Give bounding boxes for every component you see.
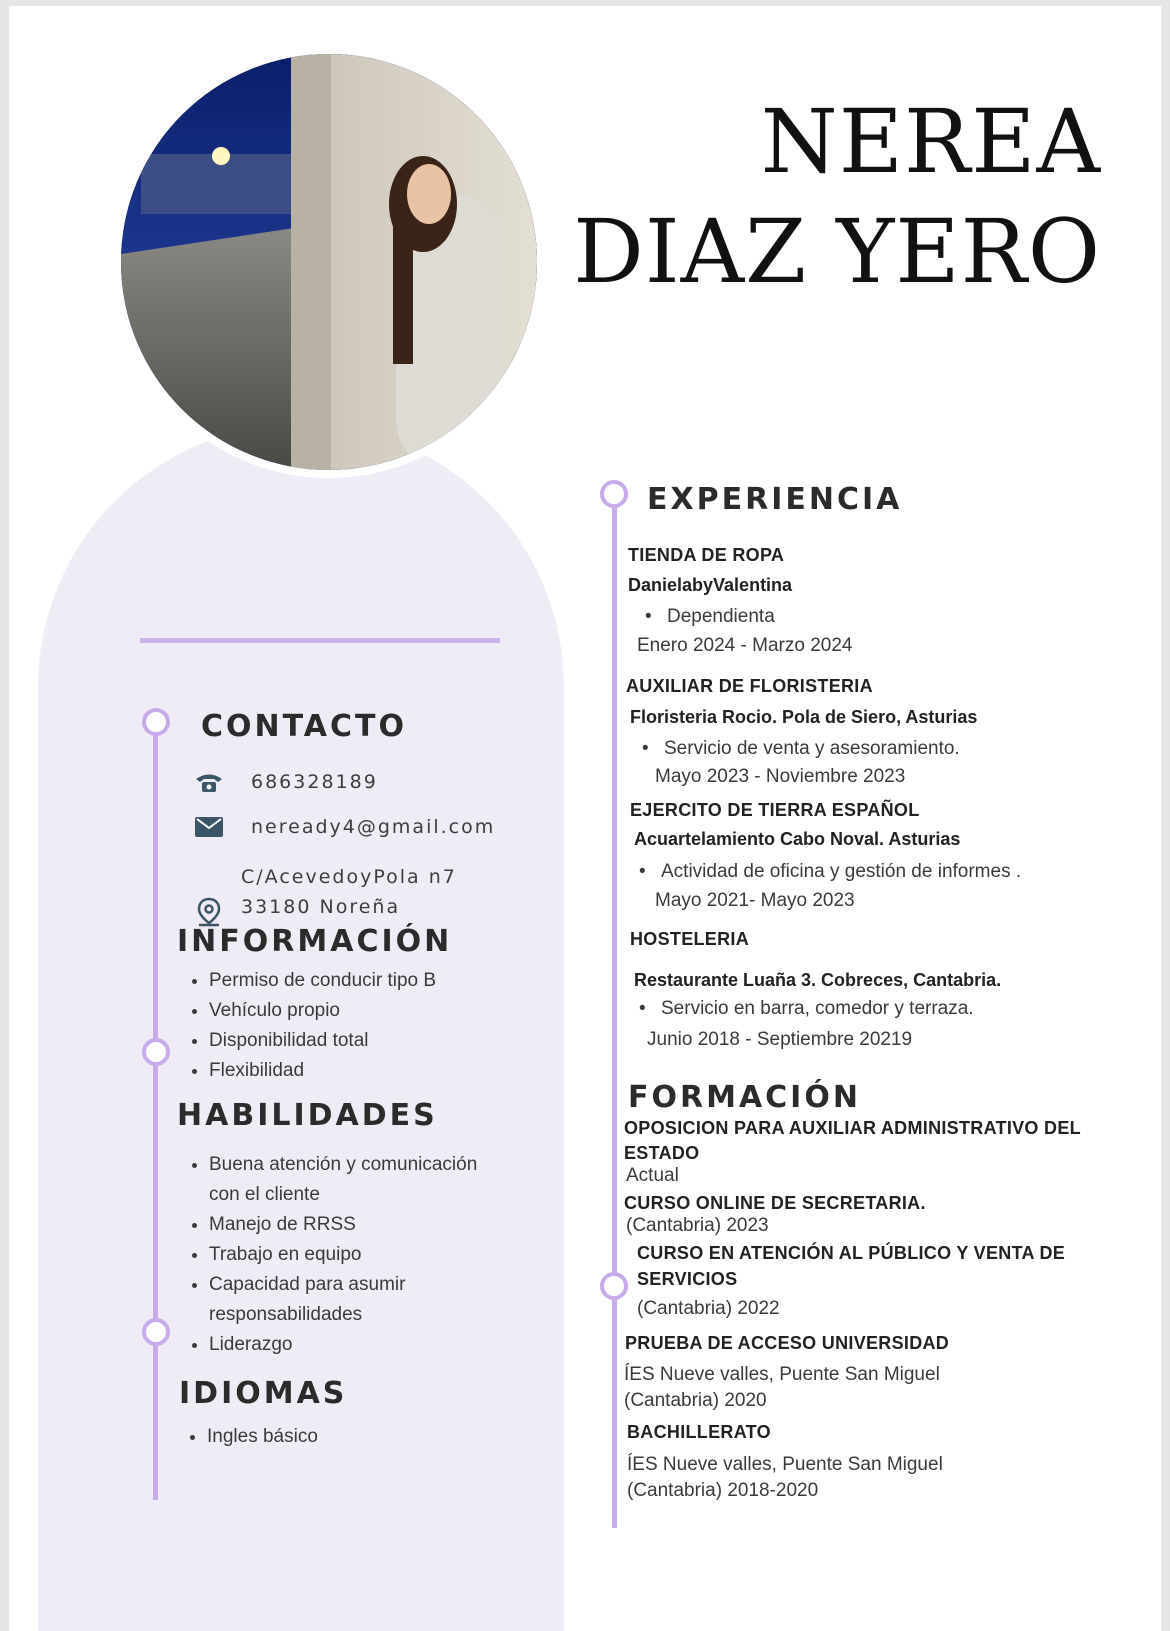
- experience-heading: EXPERIENCIA: [647, 482, 903, 517]
- course-detail: (Cantabria) 2020: [624, 1390, 767, 1411]
- list-item: • Flexibilidad: [209, 1056, 436, 1086]
- course-title: SERVICIOS: [637, 1269, 738, 1289]
- first-name: NEREA: [760, 90, 1101, 193]
- info-list: [187, 966, 436, 1086]
- languages-heading: IDIOMAS: [179, 1376, 348, 1411]
- list-item: • Trabajo en equipo: [209, 1240, 499, 1270]
- job-task: • Actividad de oficina y gestión de informes .: [639, 861, 1021, 883]
- profile-photo: [113, 46, 545, 478]
- job-company: DanielabyValentina: [628, 575, 793, 595]
- contact-heading: CONTACTO: [201, 709, 407, 744]
- list-item: • Vehículo propio: [209, 996, 436, 1026]
- education-heading: FORMACIÓN: [628, 1080, 861, 1115]
- course-detail: (Cantabria) 2022: [637, 1298, 780, 1319]
- list-item: • Buena atención y comunicación con el cliente: [209, 1150, 499, 1210]
- job-company: Acuartelamiento Cabo Noval. Asturias: [634, 829, 961, 849]
- job-task: • Servicio en barra, comedor y terraza.: [639, 998, 974, 1020]
- right-timeline-node: [600, 480, 628, 508]
- job-company: Floristeria Rocio. Pola de Siero, Asturias: [630, 707, 978, 727]
- job-task: • Dependienta: [645, 606, 775, 628]
- mail-icon: [193, 811, 225, 843]
- phone-icon: [193, 766, 225, 798]
- job-title: AUXILIAR DE FLORISTERIA: [626, 676, 873, 696]
- email-row: [193, 811, 495, 843]
- course-title: ESTADO: [624, 1143, 700, 1163]
- list-item: • Liderazgo: [209, 1330, 499, 1360]
- address-row: [193, 856, 457, 928]
- skills-list: [187, 1150, 499, 1360]
- course-title: BACHILLERATO: [627, 1422, 771, 1442]
- left-timeline-node: [142, 1318, 170, 1346]
- phone-number[interactable]: 686328189: [251, 771, 378, 793]
- course-detail: ÍES Nueve valles, Puente San Miguel: [627, 1454, 943, 1475]
- job-dates: Enero 2024 - Marzo 2024: [637, 635, 853, 656]
- list-item: • Permiso de conducir tipo B: [209, 966, 436, 996]
- right-timeline-line: [612, 494, 617, 1528]
- job-company: Restaurante Luaña 3. Cobreces, Cantabria.: [634, 970, 1002, 990]
- languages-list: [185, 1422, 318, 1452]
- full-name: [573, 90, 1101, 303]
- job-task: • Servicio de venta y asesoramiento.: [642, 738, 960, 760]
- email-address[interactable]: neready4@gmail.com: [251, 816, 496, 838]
- list-item: • Capacidad para asumir responsabilidades: [209, 1270, 499, 1330]
- last-name: DIAZ YERO: [573, 200, 1101, 303]
- left-timeline-line: [153, 720, 158, 1500]
- course-title: PRUEBA DE ACCESO UNIVERSIDAD: [625, 1333, 950, 1353]
- job-title: HOSTELERIA: [630, 929, 750, 949]
- course-detail: Actual: [626, 1165, 679, 1186]
- course-title: CURSO EN ATENCIÓN AL PÚBLICO Y VENTA DE: [637, 1243, 1066, 1263]
- resume-page: [9, 6, 1161, 1631]
- skills-heading: HABILIDADES: [177, 1098, 438, 1133]
- course-title: OPOSICION PARA AUXILIAR ADMINISTRATIVO DEL: [624, 1118, 1081, 1138]
- job-title: TIENDA DE ROPA: [628, 545, 785, 565]
- list-item: • Disponibilidad total: [209, 1026, 436, 1056]
- list-item: • Manejo de RRSS: [209, 1210, 499, 1240]
- job-dates: Junio 2018 - Septiembre 20219: [647, 1029, 913, 1050]
- course-detail: (Cantabria) 2023: [626, 1215, 769, 1236]
- address-line-1: C/AcevedoyPola n7: [241, 866, 457, 888]
- phone-row: [193, 766, 378, 798]
- left-timeline-node: [142, 1038, 170, 1066]
- course-title: CURSO ONLINE DE SECRETARIA.: [624, 1193, 926, 1213]
- left-divider: [140, 638, 500, 643]
- job-title: EJERCITO DE TIERRA ESPAÑOL: [630, 800, 920, 820]
- course-detail: ÍES Nueve valles, Puente San Miguel: [624, 1364, 940, 1385]
- info-heading: INFORMACIÓN: [177, 924, 453, 959]
- right-timeline-node: [600, 1272, 628, 1300]
- job-dates: Mayo 2023 - Noviembre 2023: [655, 766, 906, 787]
- address-line-2: 33180 Noreña: [241, 896, 401, 918]
- job-dates: Mayo 2021- Mayo 2023: [655, 890, 855, 911]
- course-detail: (Cantabria) 2018-2020: [627, 1480, 819, 1501]
- list-item: • Ingles básico: [207, 1422, 318, 1452]
- left-timeline-node: [142, 708, 170, 736]
